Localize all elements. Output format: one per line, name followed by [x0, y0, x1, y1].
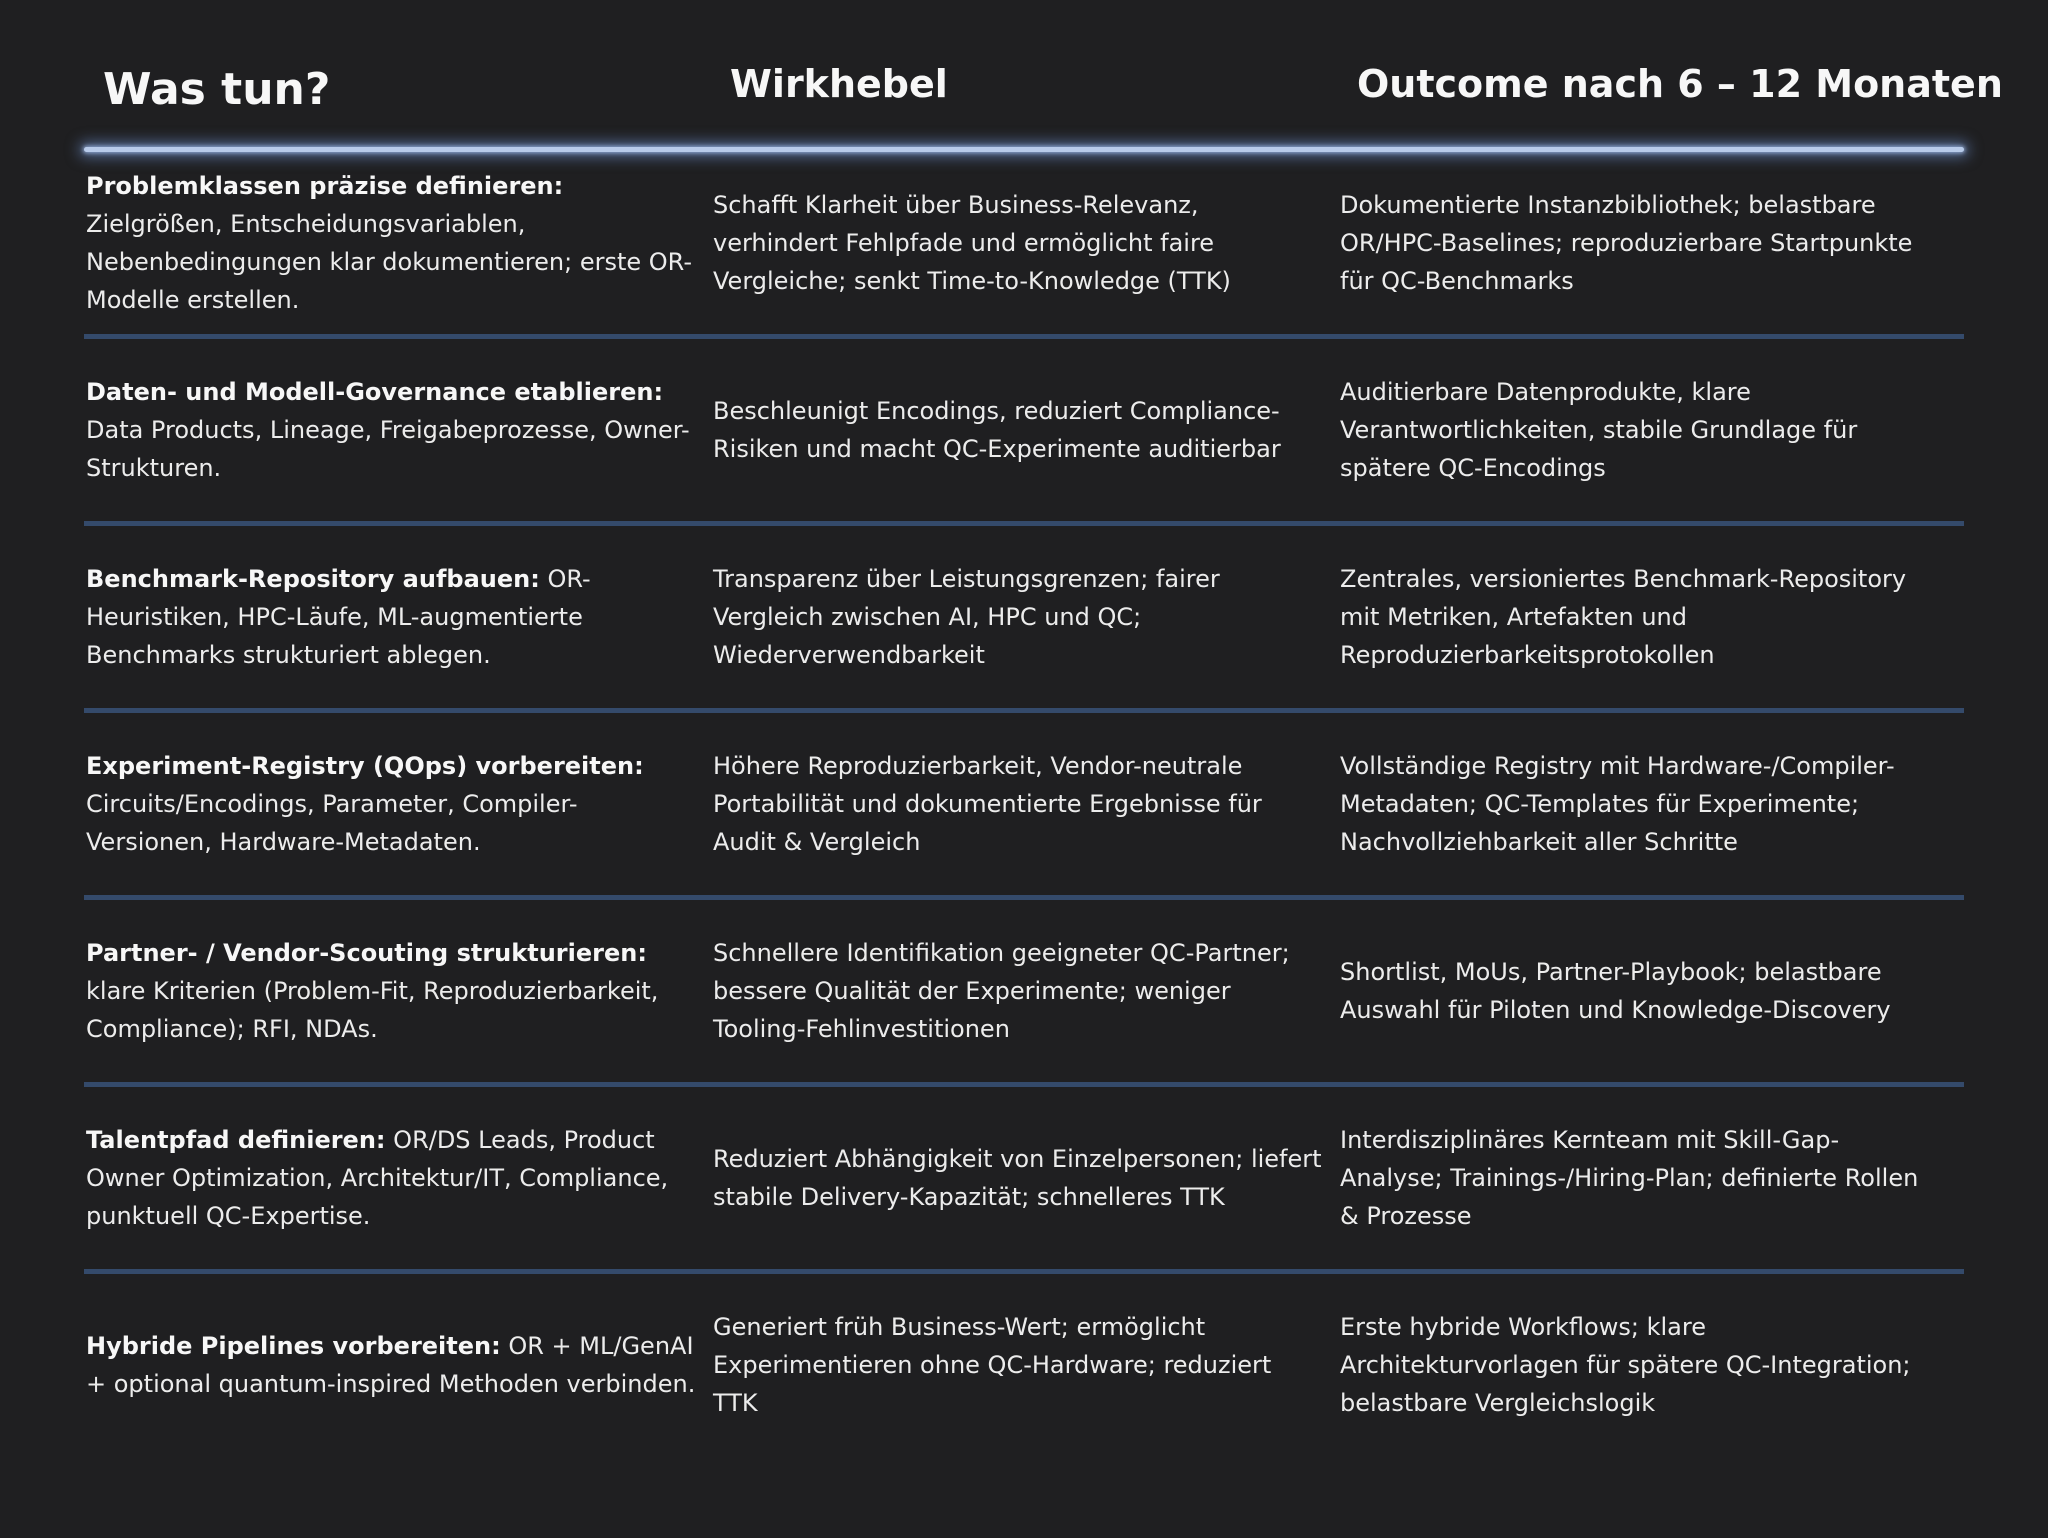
lever-cell: [713, 713, 1323, 895]
column-header-action: Was tun?: [103, 64, 331, 115]
action-cell: [86, 526, 696, 708]
table-row: [84, 526, 1964, 713]
outcome-text: Interdisziplinäres Kernteam mit Skill-Gap-Analyse; Trainings-/Hiring-Plan; definierte Rollen & Prozesse: [1340, 1126, 1919, 1230]
lever-text: Schafft Klarheit über Business-Relevanz, verhindert Fehlpfade und ermöglicht faire Vergleiche; senkt Time-to-Knowledge (TTK): [713, 191, 1231, 295]
outcome-text: Auditierbare Datenprodukte, klare Verantwortlichkeiten, stabile Grundlage für spätere QC-Encodings: [1340, 378, 1858, 482]
outcome-cell: [1340, 900, 1940, 1082]
action-title: Benchmark-Repository aufbauen:: [86, 565, 540, 593]
outcome-text: Zentrales, versioniertes Benchmark-Repository mit Metriken, Artefakten und Reproduzierbarkeitsprotokollen: [1340, 565, 1907, 669]
outcome-cell: [1340, 339, 1940, 521]
column-header-outcome: Outcome nach 6 – 12 Monaten: [1357, 62, 2003, 106]
table-header: [0, 0, 2048, 150]
lever-cell: [713, 339, 1323, 521]
action-cell: [86, 1274, 696, 1456]
lever-text: Beschleunigt Encodings, reduziert Compliance-Risiken und macht QC-Experimente auditierbar: [713, 397, 1281, 463]
outcome-cell: [1340, 1274, 1940, 1456]
action-text: OR/DS Leads, Product Owner Optimization, Architektur/IT, Compliance, punktuell QC-Expertise.: [86, 1126, 669, 1230]
action-title: Problemklassen präzise definieren:: [86, 172, 564, 200]
table-row: [84, 1274, 1964, 1474]
outcome-text: Erste hybride Workflows; klare Architekturvorlagen für spätere QC-Integration; belastbare Vergleichslogik: [1340, 1313, 1911, 1417]
action-title: Hybride Pipelines vorbereiten:: [86, 1332, 501, 1360]
outcome-text: Shortlist, MoUs, Partner-Playbook; belastbare Auswahl für Piloten und Knowledge-Discovery: [1340, 958, 1891, 1024]
action-text: Circuits/Encodings, Parameter, Compiler-Versionen, Hardware-Metadaten.: [86, 790, 578, 856]
outcome-cell: [1340, 526, 1940, 708]
lever-cell: [713, 900, 1323, 1082]
action-cell: [86, 339, 696, 521]
lever-cell: [713, 1087, 1323, 1269]
action-cell: [86, 900, 696, 1082]
table-row: [84, 152, 1964, 339]
outcome-text: Dokumentierte Instanzbibliothek; belastbare OR/HPC-Baselines; reproduzierbare Startpunkte für QC-Benchmarks: [1340, 191, 1913, 295]
action-title: Partner- / Vendor-Scouting strukturieren:: [86, 939, 647, 967]
lever-text: Schnellere Identifikation geeigneter QC-Partner; bessere Qualität der Experimente; weniger Tooling-Fehlinvestitionen: [713, 939, 1290, 1043]
action-title: Experiment-Registry (QOps) vorbereiten:: [86, 752, 644, 780]
action-text: OR-Heuristiken, HPC-Läufe, ML-augmentierte Benchmarks strukturiert ablegen.: [86, 565, 591, 669]
action-cell: [86, 713, 696, 895]
lever-text: Transparenz über Leistungsgrenzen; fairer Vergleich zwischen AI, HPC und QC; Wiederverwendbarkeit: [713, 565, 1220, 669]
lever-cell: [713, 152, 1323, 334]
action-text: Zielgrößen, Entscheidungsvariablen, Nebenbedingungen klar dokumentieren; erste OR-Modelle erstellen.: [86, 210, 693, 314]
column-header-lever: Wirkhebel: [730, 62, 948, 106]
outcome-cell: [1340, 1087, 1940, 1269]
outcome-text: Vollständige Registry mit Hardware-/Compiler-Metadaten; QC-Templates für Experimente; Nachvollziehbarkeit aller Schritte: [1340, 752, 1895, 856]
table-row: [84, 900, 1964, 1087]
table-row: [84, 1087, 1964, 1274]
outcome-cell: [1340, 713, 1940, 895]
table-row: [84, 339, 1964, 526]
action-text: OR + ML/GenAI + optional quantum-inspired Methoden verbinden.: [86, 1332, 696, 1398]
lever-text: Reduziert Abhängigkeit von Einzelpersonen; liefert stabile Delivery-Kapazität; schnelleres TTK: [713, 1145, 1322, 1211]
lever-cell: [713, 526, 1323, 708]
action-text: Data Products, Lineage, Freigabeprozesse, Owner-Strukturen.: [86, 416, 690, 482]
outcome-cell: [1340, 152, 1940, 334]
measures-table: [84, 152, 1964, 1474]
action-text: klare Kriterien (Problem-Fit, Reproduzierbarkeit, Compliance); RFI, NDAs.: [86, 977, 659, 1043]
lever-cell: [713, 1274, 1323, 1456]
table-row: [84, 713, 1964, 900]
lever-text: Generiert früh Business-Wert; ermöglicht Experimentieren ohne QC-Hardware; reduziert TTK: [713, 1313, 1272, 1417]
action-title: Daten- und Modell-Governance etablieren:: [86, 378, 664, 406]
action-cell: [86, 1087, 696, 1269]
action-cell: [86, 152, 696, 334]
lever-text: Höhere Reproduzierbarkeit, Vendor-neutrale Portabilität und dokumentierte Ergebnisse für Audit & Vergleich: [713, 752, 1262, 856]
action-title: Talentpfad definieren:: [86, 1126, 386, 1154]
